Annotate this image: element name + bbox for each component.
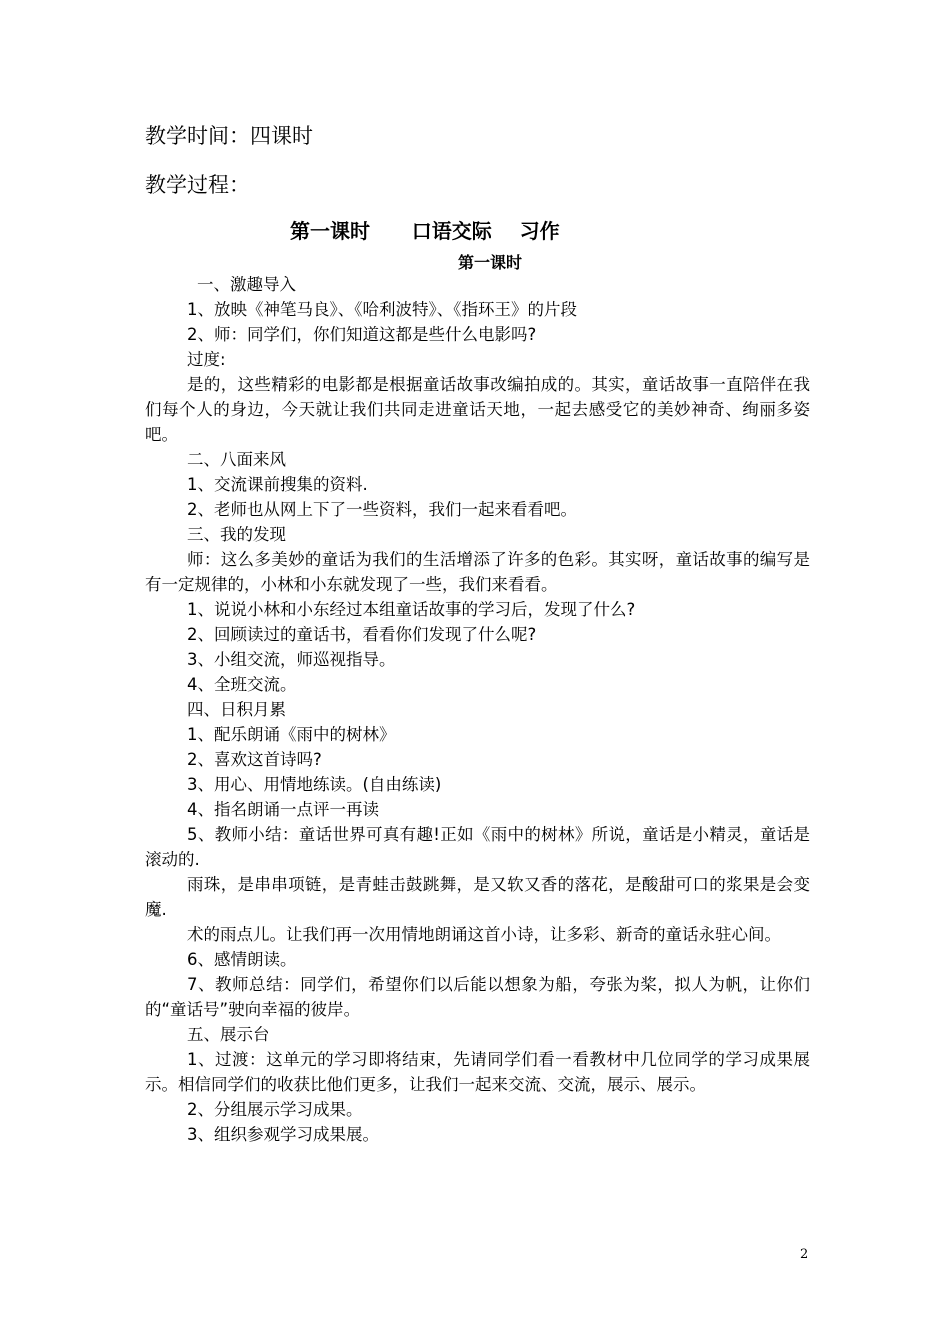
lesson-title: 第一课时	[458, 253, 523, 272]
paragraph: 1、交流课前搜集的资料.	[187, 475, 368, 494]
paragraph: 3、用心、用情地练读。(自由练读)	[187, 775, 442, 794]
paragraph: 2、老师也从网上下了一些资料，我们一起来看看吧。	[187, 500, 577, 519]
teaching-time: 教学时间：四课时	[145, 124, 313, 148]
paragraph: 2、回顾读过的童话书，看看你们发现了什么呢?	[187, 625, 537, 644]
paragraph: 1、放映《神笔马良》、《哈利波特》、《指环王》的片段	[187, 300, 577, 319]
paragraph: 二、八面来风	[187, 450, 286, 469]
teaching-process: 教学过程：	[145, 173, 250, 197]
paragraph: 7、教师总结：同学们，希望你们以后能以想象为船，夸张为桨，拟人为帆，让你们的“童话号”驶向幸福的彼岸。	[145, 975, 810, 1019]
paragraph: 1、说说小林和小东经过本组童话故事的学习后，发现了什么?	[187, 600, 636, 619]
paragraph: 1、配乐朗诵《雨中的树林》	[187, 725, 396, 744]
paragraph: 4、全班交流。	[187, 675, 297, 694]
paragraph: 2、分组展示学习成果。	[187, 1100, 363, 1119]
paragraph: 雨珠，是串串项链，是青蛙击鼓跳舞，是又软又香的落花，是酸甜可口的浆果是会变魔.	[145, 875, 810, 919]
paragraph: 2、喜欢这首诗吗?	[187, 750, 322, 769]
paragraph: 师：这么多美妙的童话为我们的生活增添了许多的色彩。其实呀，童话故事的编写是有一定规律的，小林和小东就发现了一些，我们来看看。	[145, 550, 810, 594]
paragraph: 术的雨点儿。让我们再一次用情地朗诵这首小诗，让多彩、新奇的童话永驻心间。	[187, 925, 781, 944]
section-title: 第一课时 口语交际 习作	[290, 219, 560, 243]
paragraph: 6、感情朗读。	[187, 950, 297, 969]
paragraph: 三、我的发现	[187, 525, 286, 544]
page-number: 2	[800, 1247, 809, 1262]
paragraph: 2、师：同学们，你们知道这都是些什么电影吗?	[187, 325, 537, 344]
paragraph: 5、教师小结：童话世界可真有趣!正如《雨中的树林》所说，童话是小精灵，童话是滚动的.	[145, 825, 810, 869]
paragraph: 过度:	[187, 350, 226, 369]
paragraph: 1、过渡：这单元的学习即将结束，先请同学们看一看教材中几位同学的学习成果展示。相信同学们的收获比他们更多，让我们一起来交流、交流，展示、展示。	[145, 1050, 810, 1094]
paragraph: 3、组织参观学习成果展。	[187, 1125, 379, 1144]
paragraph: 4、指名朗诵一点评一再读	[187, 800, 379, 819]
paragraph: 是的，这些精彩的电影都是根据童话故事改编拍成的。其实，童话故事一直陪伴在我们每个人的身边，今天就让我们共同走进童话天地，一起去感受它的美妙神奇、绚丽多姿吧。	[145, 375, 810, 444]
paragraph: 四、日积月累	[187, 700, 286, 719]
document-body	[145, 272, 810, 1147]
paragraph: 五、展示台	[187, 1025, 270, 1044]
paragraph: 一、激趣导入	[197, 275, 296, 294]
paragraph: 3、小组交流，师巡视指导。	[187, 650, 396, 669]
